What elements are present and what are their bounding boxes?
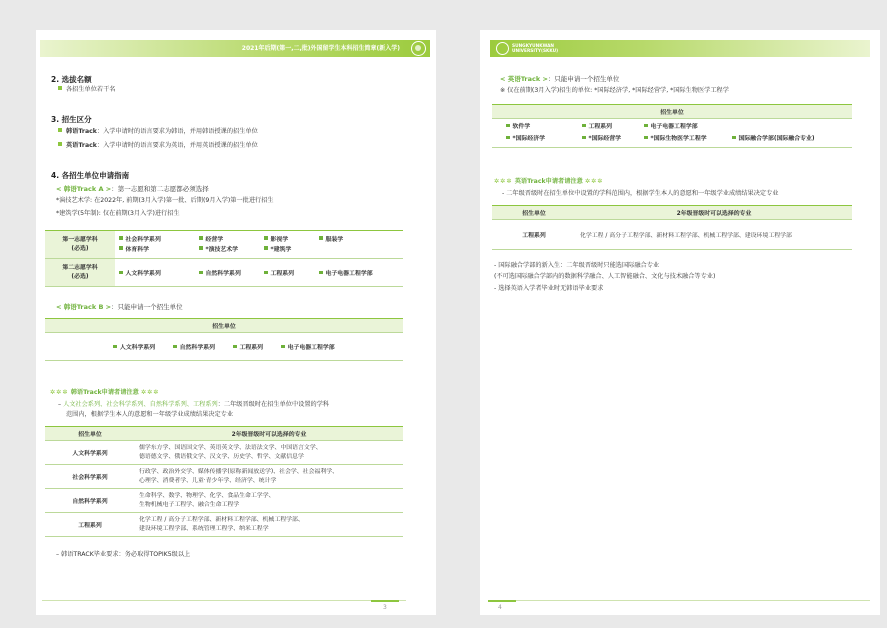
table-row: 软件学 工程系列 电子电器工程学部 *国际经济学 *国际经营学 *国际生物医学工程学 国际融合学部(国际融合专业): [492, 119, 852, 148]
s3-item-korean: 韩语Track：入学申请时的语言要求为韩语，并用韩语授课的招生单位: [58, 128, 258, 136]
korean-major-table: [45, 426, 403, 537]
korean-graduation-note: – 韩语TRACK毕业要求：务必取得TOPIK5级以上: [56, 551, 191, 558]
english-bottom-note-2: (不可选国际融合学部内的数据科学融合、人工智能融合、文化与技术融合等专业): [494, 273, 716, 280]
bullet-icon: [58, 86, 62, 90]
table-row: 工程系列 化学工程 / 高分子工程学部、新材料工程学部、机械工程学部、 建设环境工程学部、系统管理工程学、纳米工程学: [45, 513, 403, 537]
track-b-table: [45, 318, 403, 361]
english-bottom-note-1: - 国际融合学部的新入生：二年级晋级时只能选国际融合专业: [494, 262, 660, 269]
table-header: 招生单位: [45, 427, 135, 441]
track-a-note-2: *建筑学(5年制): 仅在前期(3月入学)进行招生: [56, 210, 180, 217]
bullet-icon: [58, 142, 62, 146]
table-row: 自然科学系列 生命科学、数学、物理学、化学、食品生命工学学、 生物机械电子工程学、融合生命工程学: [45, 489, 403, 513]
section-4-title: 4. 各招生单位申请指南: [51, 171, 130, 180]
track-english-heading: < 英语Track >：只能申请一个招生单位: [500, 75, 620, 83]
table-row: 人文科学系列 儒学东方学、国语国文学、英语英文学、法语法文学、中国语言文学、 德语德文学、俄语俄文学、汉文学、历史学、哲学、文献信息学: [45, 441, 403, 465]
korean-notes-line-1: – 人文社会系列、社会科学系列、自然科学系列、工程系列：二年级晋级时在招生单位中设置的学科: [58, 401, 330, 408]
track-english-note: ※ 仅在前期(3月入学)招生的单位: *国际经济学, *国际经营学, *国际生物医学工程学: [500, 87, 729, 94]
page-4: [480, 30, 880, 615]
english-notes-line-1: - 二年级晋级时在招生单位中设置的学科范围内，根据学生本人的意愿和一年级学业成绩结果决定专业: [502, 190, 779, 197]
track-a-note-1: *演技艺术学: 在2022年, 前期(3月入学)第一批、后期(9月入学)第一批进行招生: [56, 197, 274, 204]
korean-notes-title: ✲✲✲ 韩语Track申请者请注意 ✲✲✲: [50, 389, 160, 396]
header-bar: [40, 40, 430, 57]
english-notes-title: ✲✲✲ 英语Track申请者请注意 ✲✲✲: [494, 178, 604, 185]
table-header: 2年级晋级时可以选择的专业: [135, 427, 403, 441]
skku-emblem-icon: [411, 41, 426, 56]
table-row: [45, 259, 403, 287]
s2-item: 各招生单位若干名: [58, 86, 116, 94]
track-b-heading: < 韩语Track B >：只能申请一个招生单位: [56, 303, 183, 311]
table-header: 招生单位: [492, 105, 852, 119]
track-a-heading: < 韩语Track A >：第一志愿和第二志愿都必须选择: [56, 185, 209, 193]
track-a-table: [45, 230, 403, 287]
english-unit-table: [492, 104, 852, 148]
university-logo: SUNGKYUNKWAN UNIVERSITY(SKKU): [496, 42, 558, 55]
table-row: 社会科学系列 行政学、政治外交学、媒体传播学(原称新闻放送学)、社会学、社会福利学、 心理学、消费者学、儿童·青少年学、经济学、统计学: [45, 465, 403, 489]
page-3: [36, 30, 436, 615]
row-label: 第一志愿学科 (必选): [45, 231, 115, 259]
table-header: 招生单位: [492, 206, 576, 220]
section-3-title: 3. 招生区分: [51, 115, 92, 124]
page-number: 3: [383, 604, 387, 611]
bullet-icon: [58, 128, 62, 132]
section-2-title: 2. 选拔名额: [51, 75, 92, 84]
table-row: [45, 231, 403, 259]
skku-emblem-icon: [496, 42, 509, 55]
table-row: 人文科学系列 自然科学系列 工程系列 电子电器工程学部: [45, 333, 403, 361]
english-major-table: [492, 205, 852, 250]
page-number: 4: [498, 604, 502, 611]
row-label: 第二志愿学科 (必选): [45, 259, 115, 287]
header-bar: [490, 40, 870, 57]
table-header: 招生单位: [45, 319, 403, 333]
korean-notes-line-2: 范围内，根据学生本人的意愿和一年级学业成绩结果决定专业: [66, 411, 234, 418]
s3-item-english: 英语Track：入学申请时的语言要求为英语，并用英语授课的招生单位: [58, 142, 258, 150]
english-bottom-note-3: - 选择英语入学者毕业时无韩语毕业要求: [494, 285, 604, 292]
choice-cell: 社会科学系列 经营学 影视学 服装学 体育科学 *演技艺术学 *建筑学: [115, 231, 403, 259]
table-row: 工程系列 化学工程 / 高分子工程学部、新材料工程学部、机械工程学部、建设环境工程学部: [492, 220, 852, 250]
table-header: 2年级晋级时可以选择的专业: [576, 206, 852, 220]
header-title: 2021年后期(第一,二,批)外国留学生本科招生简章(新入学): [241, 45, 400, 52]
choice-cell: 人文科学系列 自然科学系列 工程系列 电子电器工程学部: [115, 259, 403, 287]
